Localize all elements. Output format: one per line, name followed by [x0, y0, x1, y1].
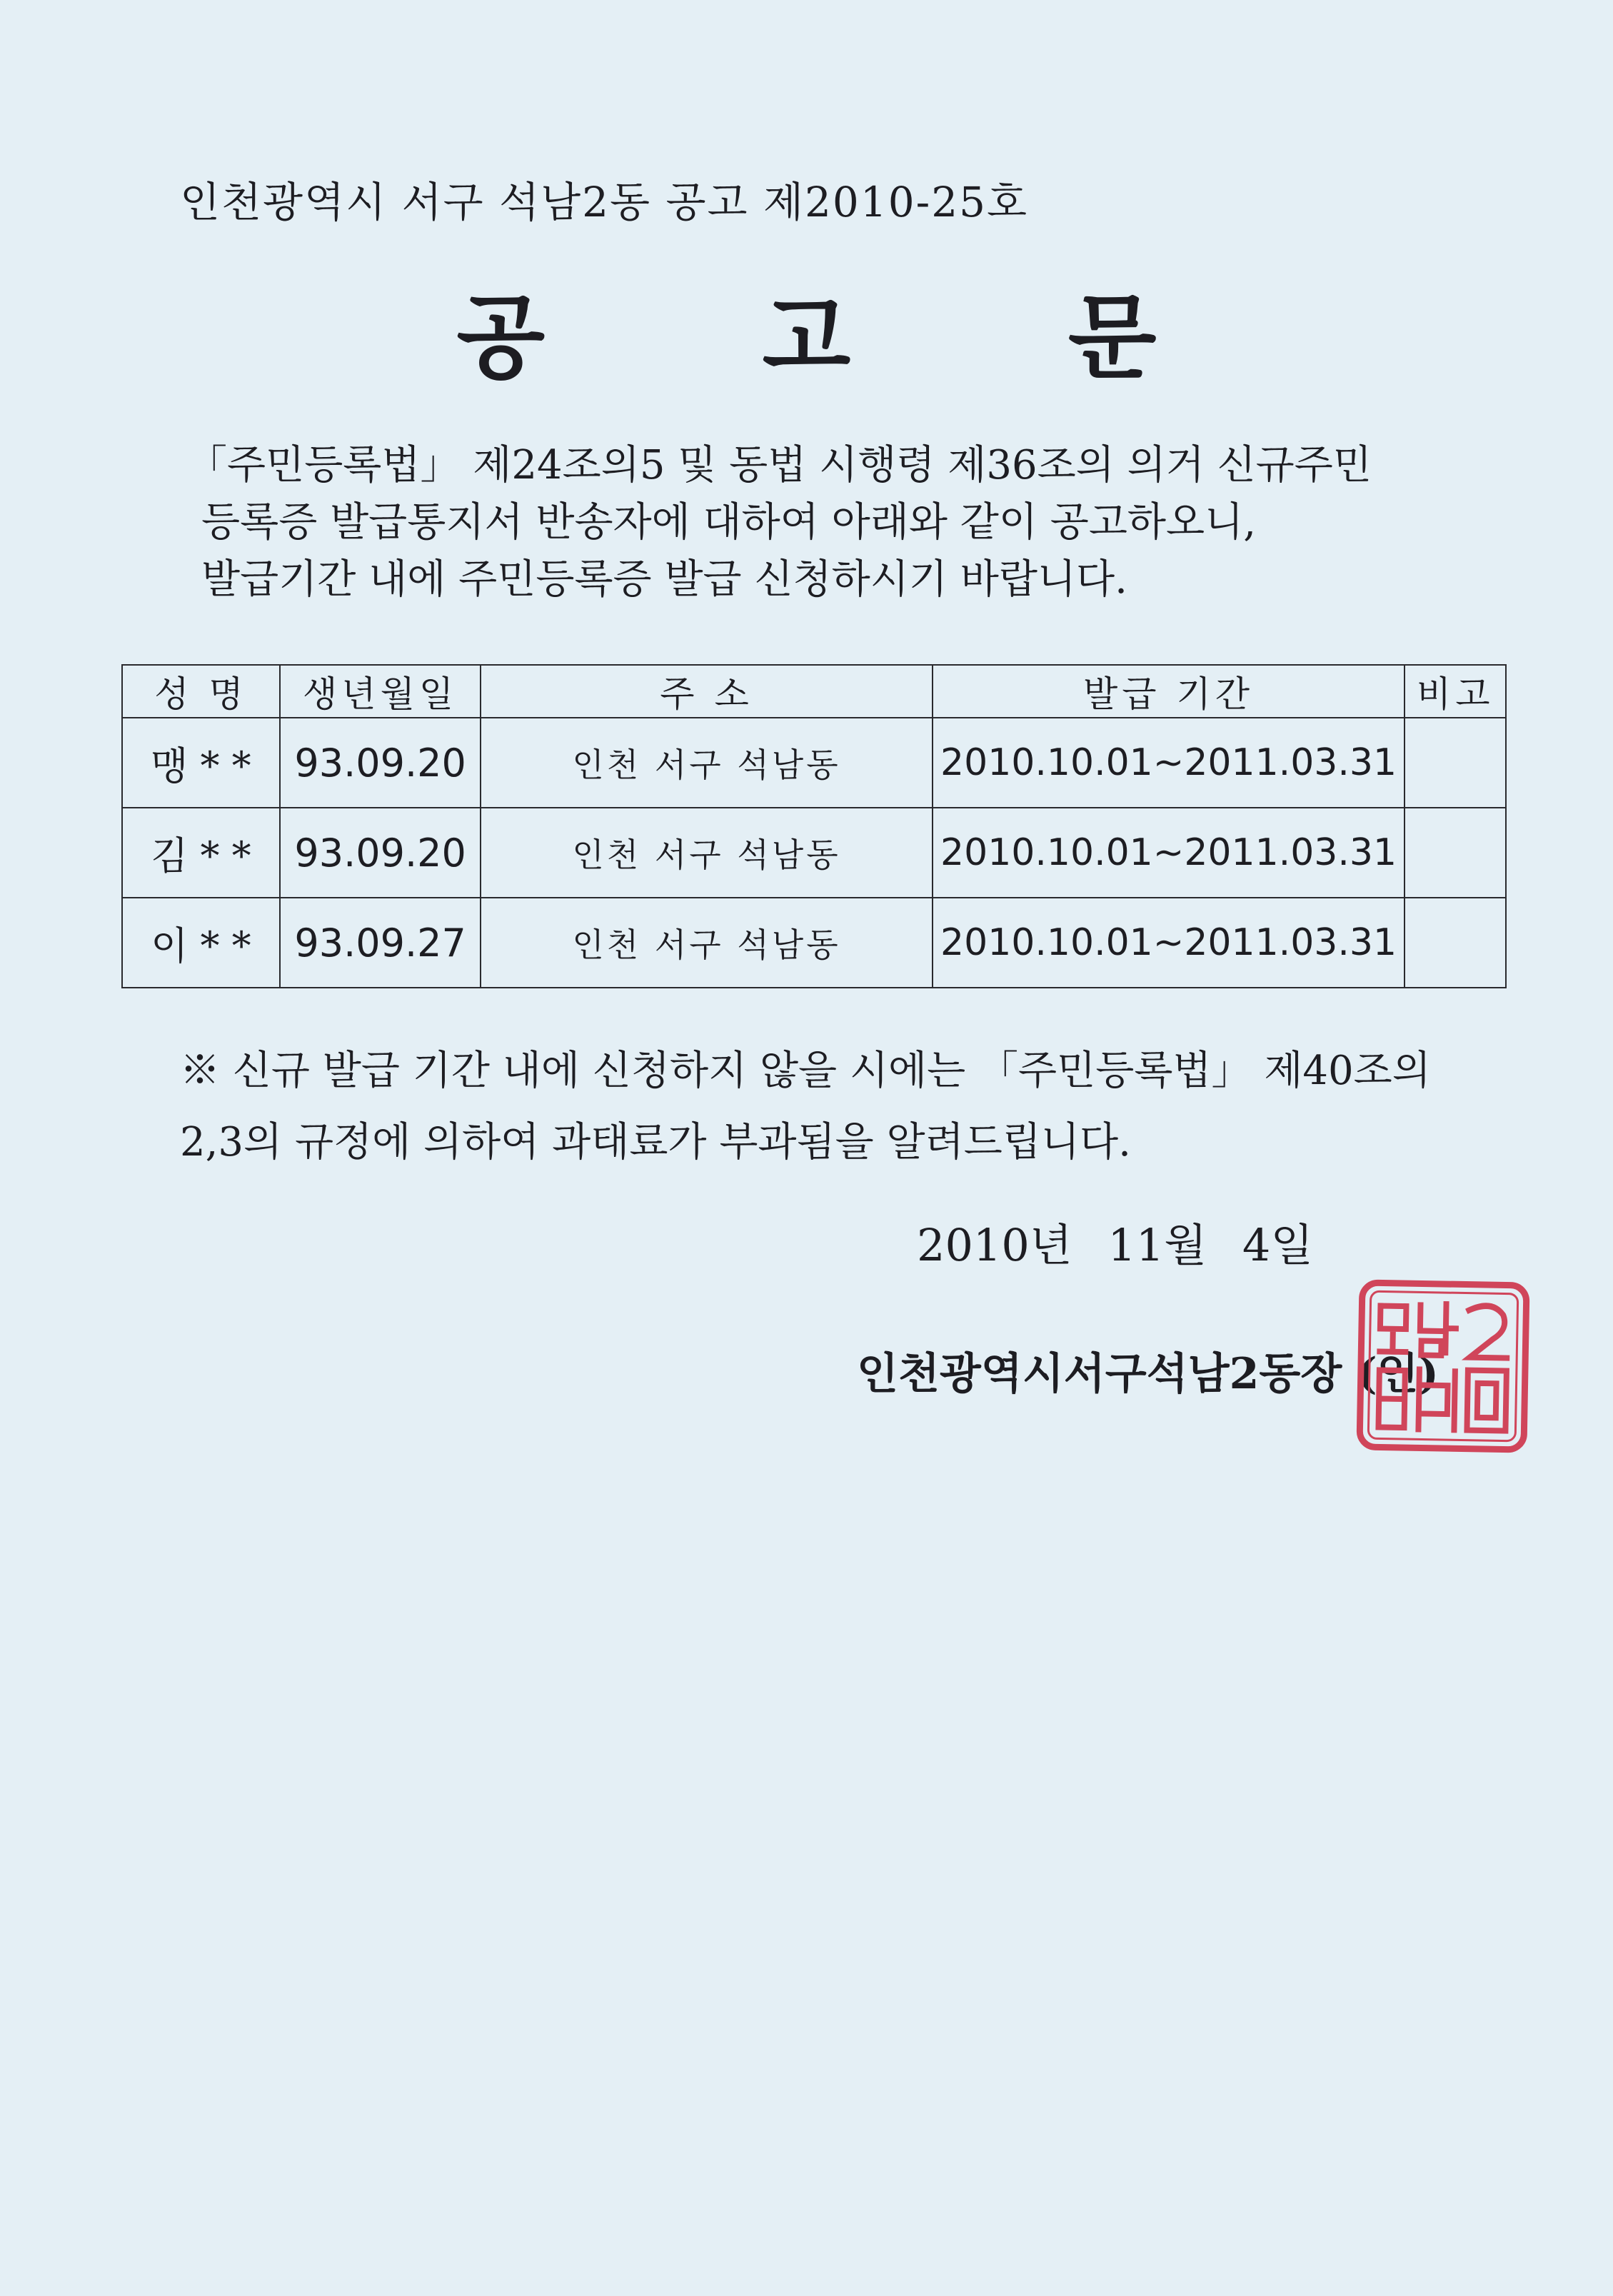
cell-period: 2010.10.01~2011.03.31: [933, 718, 1405, 808]
cell-note: [1405, 898, 1506, 988]
notice-number: 인천광역시 서구 석남2동 공고 제2010-25호: [180, 178, 1029, 226]
table-header-row: [122, 665, 1506, 718]
cell-name: 김 * *: [122, 808, 280, 898]
cell-name: 이 * *: [122, 898, 280, 988]
cell-period: 2010.10.01~2011.03.31: [933, 898, 1405, 988]
warning-paragraph: [180, 1036, 1508, 1178]
intro-line: 발급기간 내에 주민등록증 발급 신청하시기 바랍니다.: [201, 556, 1127, 603]
cell-address: 인천 서구 석남동: [481, 808, 932, 898]
header-birth: 생년월일: [280, 665, 481, 718]
issue-date: 2010년 11월 4일: [917, 1219, 1314, 1271]
warning-line: 2,3의 규정에 의하여 과태료가 부과됨을 알려드립니다.: [180, 1119, 1131, 1165]
cell-note: [1405, 718, 1506, 808]
official-seal-icon: [1354, 1277, 1532, 1455]
header-note: 비고: [1405, 665, 1506, 718]
issuer-signature: 인천광역시서구석남2동장 (인): [857, 1349, 1439, 1399]
table-row: [122, 718, 1506, 808]
cell-birth: 93.09.27: [280, 898, 481, 988]
table-row: [122, 898, 1506, 988]
recipient-table: [121, 664, 1507, 988]
intro-line: 등록증 발급통지서 반송자에 대하여 아래와 같이 공고하오니,: [201, 499, 1257, 546]
warning-line: ※ 신규 발급 기간 내에 신청하지 않을 시에는 「주민등록법」 제40조의: [180, 1048, 1431, 1094]
header-name: 성 명: [122, 665, 280, 718]
intro-paragraph: [187, 437, 1472, 608]
cell-note: [1405, 808, 1506, 898]
cell-birth: 93.09.20: [280, 718, 481, 808]
cell-name: 맹 * *: [122, 718, 280, 808]
table-row: [122, 808, 1506, 898]
document-title: 공 고 문: [456, 284, 1250, 391]
header-period: 발급 기간: [933, 665, 1405, 718]
cell-birth: 93.09.20: [280, 808, 481, 898]
intro-line: 「주민등록법」 제24조의5 및 동법 시행령 제36조의 의거 신규주민: [187, 442, 1372, 488]
header-address: 주 소: [481, 665, 932, 718]
cell-address: 인천 서구 석남동: [481, 718, 932, 808]
cell-address: 인천 서구 석남동: [481, 898, 932, 988]
cell-period: 2010.10.01~2011.03.31: [933, 808, 1405, 898]
